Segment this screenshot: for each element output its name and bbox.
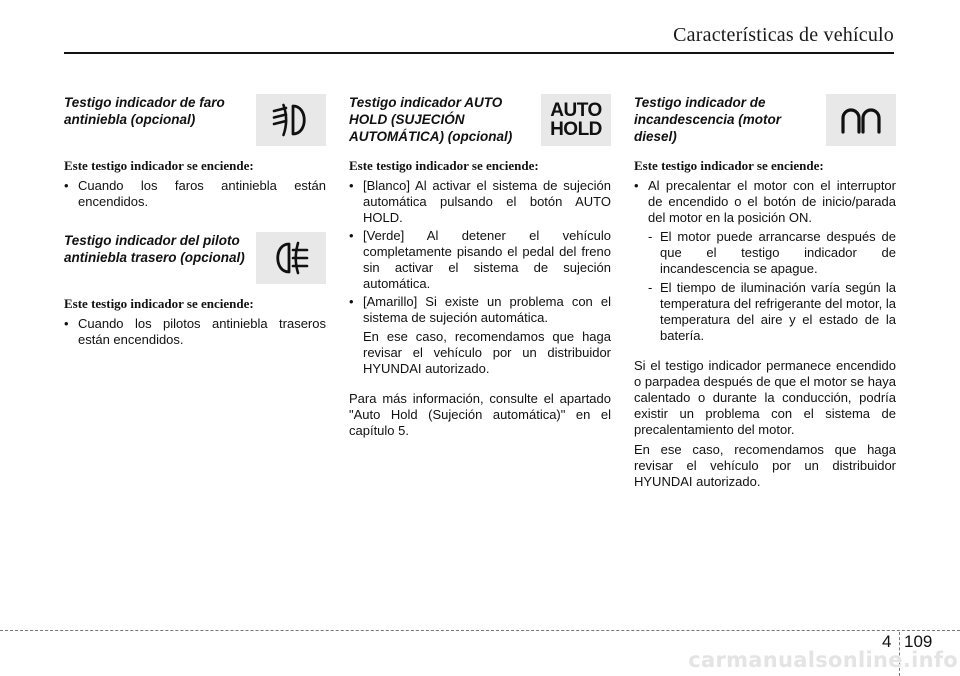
bullet-list-front-fog [64,178,326,210]
bullet-item-green: • [Verde] Al detener el vehículo completamente pisando el pedal del freno sin activar el sistema de sujeción automática. [349,228,611,292]
section-header-auto-hold [349,94,611,146]
section-title-front-fog: Testigo indicador de faro antiniebla (opcional) [64,95,225,127]
glow-plug-warning-paragraph: Si el testigo indicador permanece encendido o parpadea después de que el motor se haya calentado o durante la conducción, podría existir un problema con el sistema de precalentamiento del motor. [634,358,896,437]
column-glow-plug [634,94,896,490]
dash-item-duration: - El tiempo de iluminación varía según la temperatura del refrigerante del motor, la temperatura del aire y el estado de la batería. [648,280,896,344]
section-intro-rear-fog: Este testigo indicador se enciende: [64,296,254,311]
bullet-item-yellow-followup: En ese caso, recomendamos que haga revisar el vehículo por un distribuidor HYUNDAI autorizado. [363,329,611,376]
bullet-item: • Cuando los faros antiniebla están encendidos. [64,178,326,210]
auto-hold-icon-line1: AUTO [550,100,602,121]
page-number: 109 [904,632,933,651]
bullet-item-preheat-text: • Al precalentar el motor con el interruptor de encendido o el botón de inicio/parada del motor en la posición ON. [648,178,896,225]
section-title-rear-fog: Testigo indicador del piloto antiniebla trasero (opcional) [64,233,245,265]
front-fog-lamp-icon [256,94,326,146]
dash-list [648,229,896,344]
section-intro-auto-hold: Este testigo indicador se enciende: [349,158,539,173]
bullet-item-preheat [634,178,896,344]
auto-hold-icon [541,94,611,146]
section-intro-glow-plug: Este testigo indicador se enciende: [634,158,824,173]
chapter-number: 4 [882,632,892,651]
page-header-title: Características de vehículo [673,24,894,46]
section-header-glow-plug [634,94,896,146]
footer-rule [0,630,960,631]
bullet-item-white: • [Blanco] Al activar el sistema de sujeción automática pulsando el botón AUTO HOLD. [349,178,611,226]
bullet-list-glow-plug [634,178,896,344]
bullet-list-rear-fog [64,316,326,348]
section-title-auto-hold: Testigo indicador AUTO HOLD (SUJECIÓN AUTOMÁTICA) (opcional) [349,95,513,144]
bullet-item-yellow-text: • [Amarillo] Si existe un problema con el sistema de sujeción automática. [363,294,611,325]
bullet-item: • Cuando los pilotos antiniebla traseros están encendidos. [64,316,326,348]
glow-plug-icon [826,94,896,146]
bullet-item-yellow [349,294,611,377]
column-fog-lamps [64,94,326,350]
glow-plug-recommendation-paragraph: En ese caso, recomendamos que haga revisar el vehículo por un distribuidor HYUNDAI autorizado. [634,442,896,489]
bullet-list-auto-hold [349,178,611,377]
section-intro-front-fog: Este testigo indicador se enciende: [64,158,254,173]
header-rule [64,52,894,54]
watermark: carmanualsonline.info [688,648,958,672]
auto-hold-reference-paragraph: Para más información, consulte el apartado "Auto Hold (Sujeción automática)" en el capítulo 5. [349,391,611,438]
section-header-rear-fog [64,232,326,284]
section-header-front-fog [64,94,326,146]
auto-hold-icon-line2: HOLD [550,119,602,140]
column-auto-hold [349,94,611,439]
dash-item-start: - El motor puede arrancarse después de que el testigo indicador de incandescencia se apague. [648,229,896,277]
section-title-glow-plug: Testigo indicador de incandescencia (motor diesel) [634,95,782,144]
rear-fog-lamp-icon [256,232,326,284]
